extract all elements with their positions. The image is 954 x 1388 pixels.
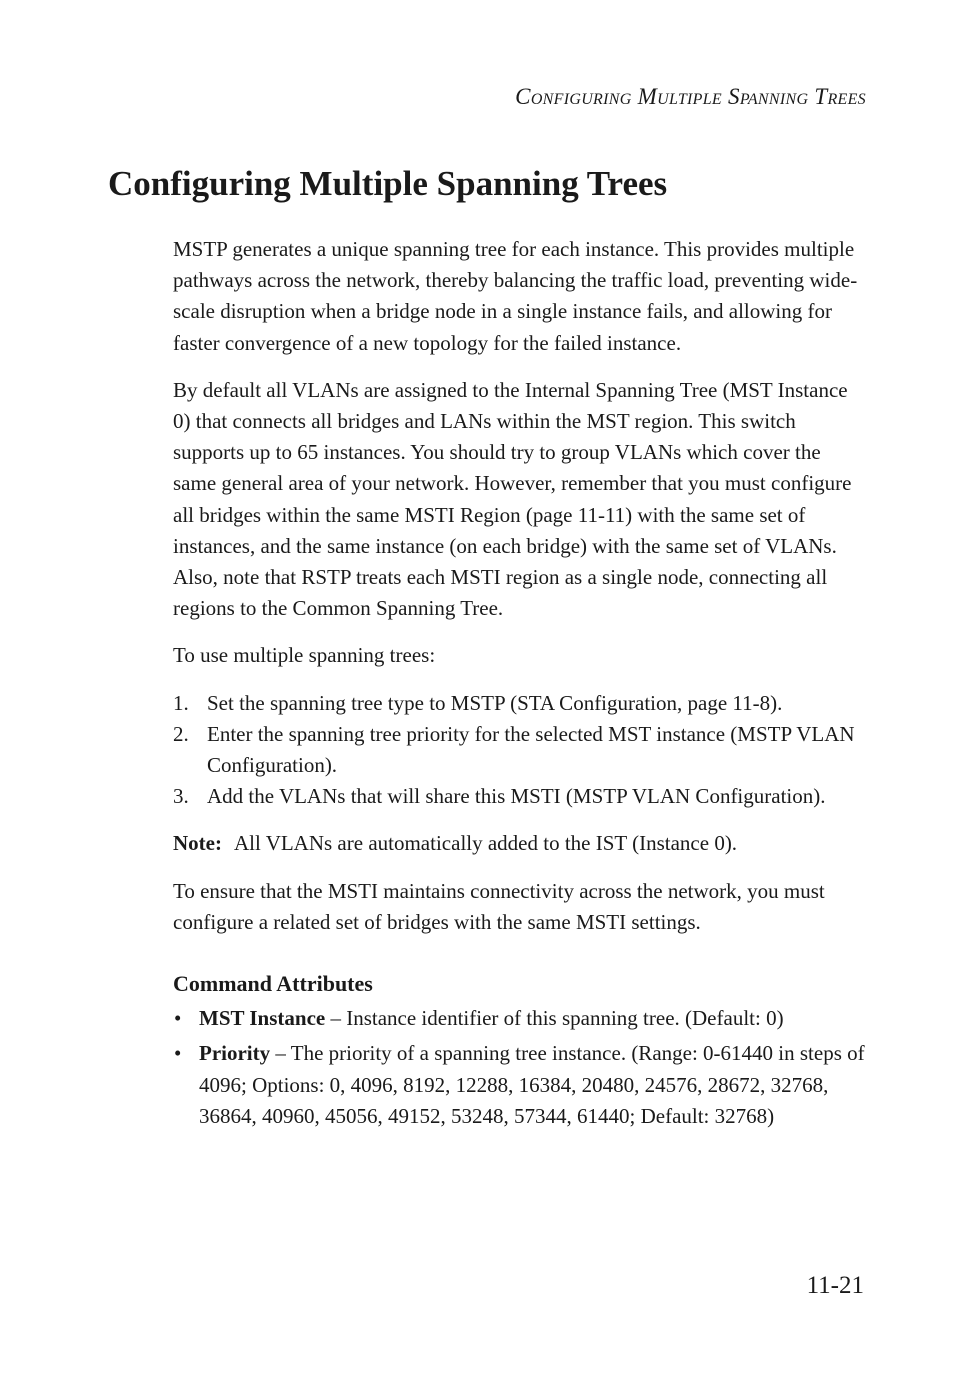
step-text: Enter the spanning tree priority for the selected MST instance (MSTP VLAN Configuration). xyxy=(207,721,855,778)
step-item xyxy=(173,688,865,719)
attribute-term: MST Instance xyxy=(199,1006,326,1031)
intro-paragraph: MSTP generates a unique spanning tree for each instance. This provides multiple pathways across the network, thereby balancing the traffic load, preventing wide-scale disruption when a bridge node in a single instance fails, and allowing for faster convergence of a new topology for the failed instance. xyxy=(173,237,858,355)
page-title: Configuring Multiple Spanning Trees xyxy=(108,164,668,203)
attribute-item xyxy=(173,1003,865,1034)
attribute-item xyxy=(173,1038,865,1132)
steps-intro: To use multiple spanning trees: xyxy=(173,643,436,668)
bullet-icon: • xyxy=(174,1041,182,1066)
note-label: Note: xyxy=(173,831,222,856)
step-text: Add the VLANs that will share this MSTI (MSTP VLAN Configuration). xyxy=(207,784,826,809)
default-vlan-paragraph: By default all VLANs are assigned to the Internal Spanning Tree (MST Instance 0) that connects all bridges and LANs within the MST region. This switch supports up to 65 instances. You should try to group VLANs which cover the same general area of your network. However, remember that you must configure all bridges within the same MSTI Region (page 11-11) with the same set of instances, and the same instance (on each bridge) with the same set of VLANs. Also, note that RSTP treats each MSTI region as a single node, connecting all regions to the Common Spanning Tree. xyxy=(173,377,852,621)
note xyxy=(173,828,865,859)
step-number: 1. xyxy=(173,690,189,715)
step-number: 3. xyxy=(173,784,189,809)
attribute-term: Priority xyxy=(199,1041,271,1066)
attribute-description: – The priority of a spanning tree instance. (Range: 0-61440 in steps of 4096; Options: 0, 4096, 8192, 12288, 16384, 20480, 24576, 28672, 32768, 36864, 40960, 45056, 49152, 53248, 57344, 61440; Default: 32768) xyxy=(199,1041,865,1128)
bullet-icon: • xyxy=(174,1006,182,1031)
command-attributes-list xyxy=(173,1003,865,1132)
note-text: All VLANs are automatically added to the IST (Instance 0). xyxy=(233,831,738,856)
step-item xyxy=(173,781,865,812)
command-attributes-heading: Command Attributes xyxy=(173,971,373,997)
running-header: Configuring Multiple Spanning Trees xyxy=(515,84,866,109)
step-text: Set the spanning tree type to MSTP (STA Configuration, page 11-8). xyxy=(207,690,783,715)
closing-paragraph: To ensure that the MSTI maintains connectivity across the network, you must configure a related set of bridges with the same MSTI settings. xyxy=(173,878,825,934)
step-item xyxy=(173,719,865,781)
steps-list xyxy=(173,688,865,813)
page-number: 11-21 xyxy=(806,1272,864,1299)
main-content xyxy=(173,234,865,1136)
step-number: 2. xyxy=(173,721,189,746)
attribute-description: – Instance identifier of this spanning tree. (Default: 0) xyxy=(325,1006,784,1031)
